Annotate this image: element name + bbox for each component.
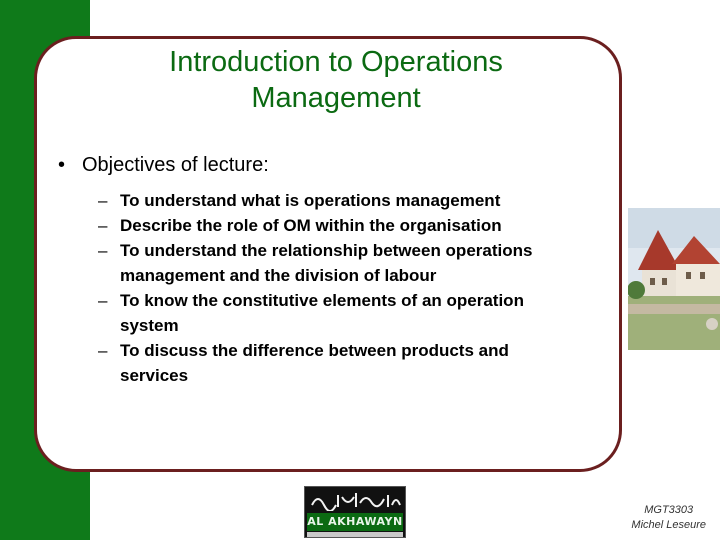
- list-item-text-continued: management and the division of labour: [120, 266, 437, 285]
- bullet-marker: •: [58, 154, 66, 176]
- campus-photo: [628, 208, 720, 350]
- main-bullet: [58, 152, 578, 178]
- dash-marker: –: [98, 241, 108, 260]
- university-logo: [304, 486, 406, 538]
- title-line-2: Management: [251, 82, 421, 114]
- list-item: [98, 238, 618, 288]
- author-name: Michel Leseure: [631, 519, 706, 531]
- dash-marker: –: [98, 216, 108, 235]
- list-item: [98, 338, 618, 388]
- logo-bottom-strip: [307, 532, 403, 538]
- logo-latin-name: AL AKHAWAYN: [307, 513, 403, 531]
- dash-marker: –: [98, 341, 108, 360]
- slide-title: [40, 44, 632, 116]
- arabic-calligraphy-logo: [308, 489, 402, 511]
- bullet-text: Objectives of lecture:: [82, 154, 269, 176]
- list-item: [98, 288, 618, 338]
- list-item-text: To know the constitutive elements of an operation: [120, 291, 524, 310]
- objectives-list: [98, 188, 618, 388]
- list-item: [98, 188, 618, 213]
- list-item-text: To understand what is operations management: [120, 191, 501, 210]
- title-line-1: Introduction to Operations: [169, 46, 503, 78]
- list-item-text: Describe the role of OM within the organisation: [120, 216, 502, 235]
- dash-marker: –: [98, 291, 108, 310]
- footer-credit: [631, 503, 706, 533]
- list-item-text: To discuss the difference between products and: [120, 341, 509, 360]
- list-item-text: To understand the relationship between operations: [120, 241, 533, 260]
- course-code: MGT3303: [644, 504, 694, 516]
- list-item-text-continued: system: [120, 316, 179, 335]
- list-item: [98, 213, 618, 238]
- dash-marker: –: [98, 191, 108, 210]
- list-item-text-continued: services: [120, 366, 189, 385]
